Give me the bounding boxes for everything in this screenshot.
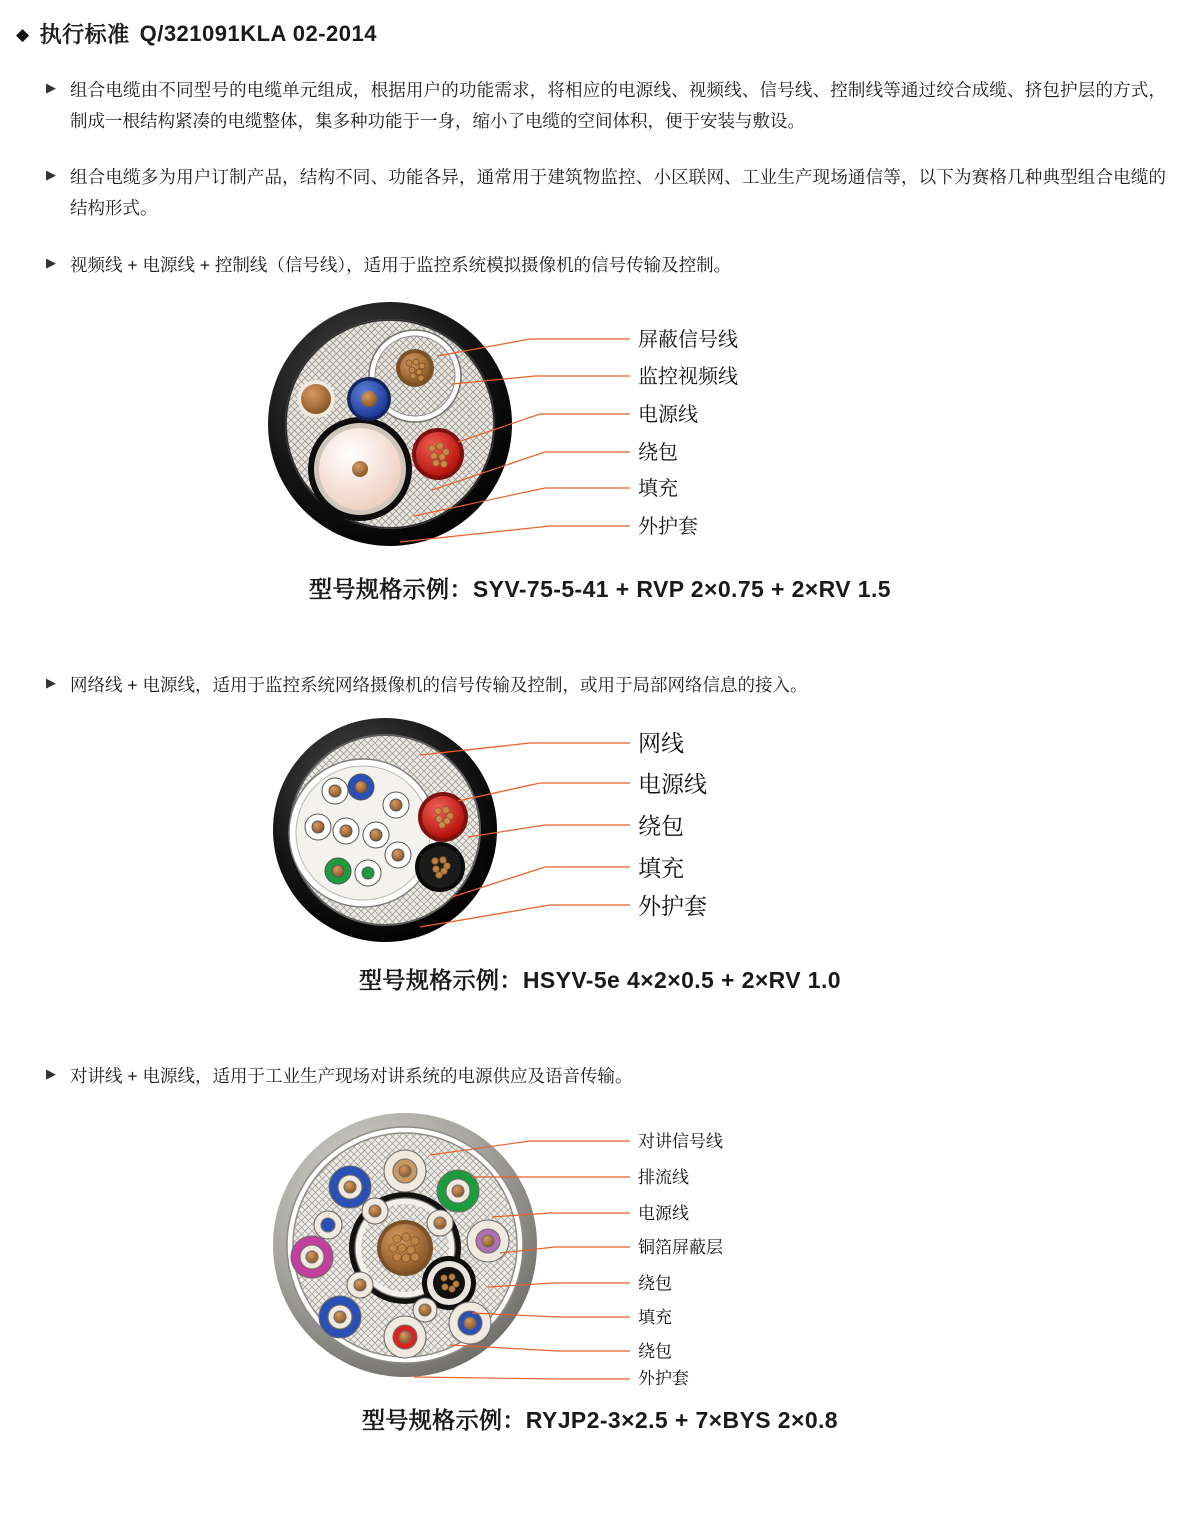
figure-2-callout-4: 外护套 bbox=[638, 892, 707, 919]
cable-cross-section-1 bbox=[200, 294, 1000, 554]
figure-3-spec bbox=[362, 1402, 838, 1435]
standard-title: 执行标准 bbox=[39, 22, 130, 47]
figure-1-spec-label: 型号规格示例： bbox=[309, 576, 473, 603]
figure-3 bbox=[200, 1105, 1000, 1390]
triangle-icon: ▶ bbox=[46, 80, 56, 95]
page-title bbox=[0, 0, 1200, 49]
figure-1-callout-3: 绕包 bbox=[638, 442, 678, 465]
intro-bullet-2-text: 组合电缆多为用户订制产品，结构不同、功能各异，通常用于建筑物监控、小区联网、工业生产现场通信等，以下为赛格几种典型组合电缆的结构形式。 bbox=[70, 167, 1166, 218]
figure-2-callout-2: 绕包 bbox=[638, 812, 684, 839]
intro-bullet-1-text: 组合电缆由不同型号的电缆单元组成，根据用户的功能需求，将相应的电源线、视频线、信号线、控制线等通过绞合成缆、挤包护层的方式，制成一根结构紧凑的电缆整体，集多种功能于一身，缩小了电缆的空间体积，便于安装与敷设。 bbox=[70, 80, 1166, 131]
figure-2-spec-label: 型号规格示例： bbox=[359, 966, 523, 993]
figure-3-block bbox=[0, 1105, 1200, 1435]
figure-1-callout-4: 填充 bbox=[638, 478, 678, 501]
triangle-icon: ▶ bbox=[46, 675, 56, 691]
figure-1-callout-1: 监控视频线 bbox=[638, 366, 738, 389]
section-1-bullet bbox=[46, 250, 1166, 281]
triangle-icon: ▶ bbox=[46, 254, 56, 270]
figure-2-callout-1: 电源线 bbox=[638, 770, 707, 797]
standard-code: Q/321091KLA 02-2014 bbox=[139, 20, 377, 46]
figure-1 bbox=[200, 294, 1000, 559]
figure-3-callout-1: 排流线 bbox=[638, 1168, 689, 1188]
figure-3-callout-5: 填充 bbox=[638, 1308, 672, 1328]
intro-bullet-1 bbox=[46, 75, 1166, 136]
section-1-bullet-text: 视频线 + 电源线 + 控制线（信号线），适用于监控系统模拟摄像机的信号传输及控制。 bbox=[70, 254, 732, 275]
figure-3-spec-label: 型号规格示例： bbox=[361, 1407, 526, 1434]
figure-1-callout-0: 屏蔽信号线 bbox=[638, 329, 738, 352]
figure-3-spec-value: RYJP2-3×2.5 + 7×BYS 2×0.8 bbox=[525, 1407, 838, 1434]
figure-2-block bbox=[0, 715, 1200, 995]
section-3-bullet bbox=[46, 1061, 1166, 1092]
diamond-icon: ◆ bbox=[16, 25, 30, 44]
figure-1-callout-2: 电源线 bbox=[638, 404, 698, 427]
figure-3-callout-2: 电源线 bbox=[638, 1204, 689, 1224]
figure-1-block bbox=[0, 294, 1200, 604]
cable-cross-section-3 bbox=[200, 1105, 1000, 1385]
figure-2 bbox=[200, 715, 1000, 950]
cable-cross-section-2 bbox=[200, 715, 1000, 945]
figure-3-callout-3: 铜箔屏蔽层 bbox=[638, 1238, 723, 1258]
figure-3-callout-4: 绕包 bbox=[638, 1274, 672, 1294]
intro-bullet-2 bbox=[46, 162, 1166, 223]
section-2-bullet-text: 网络线 + 电源线，适用于监控系统网络摄像机的信号传输及控制，或用于局部网络信息的接入。 bbox=[70, 675, 808, 696]
triangle-icon: ▶ bbox=[46, 1065, 56, 1081]
figure-1-spec-value: SYV-75-5-41 + RVP 2×0.75 + 2×RV 1.5 bbox=[472, 576, 891, 603]
triangle-icon: ▶ bbox=[46, 167, 56, 183]
figure-2-spec bbox=[359, 962, 841, 995]
figure-1-spec bbox=[309, 571, 891, 604]
figure-2-callout-0: 网线 bbox=[638, 729, 684, 756]
section-2-bullet bbox=[46, 670, 1166, 701]
section-3-bullet-text: 对讲线 + 电源线，适用于工业生产现场对讲系统的电源供应及语音传输。 bbox=[70, 1065, 633, 1086]
figure-3-callout-0: 对讲信号线 bbox=[638, 1132, 723, 1152]
figure-3-callout-6: 绕包 bbox=[638, 1342, 672, 1362]
figure-1-callout-5: 外护套 bbox=[638, 516, 698, 539]
figure-2-callout-3: 填充 bbox=[638, 854, 684, 881]
figure-3-callout-7: 外护套 bbox=[638, 1369, 689, 1386]
figure-2-spec-value: HSYV-5e 4×2×0.5 + 2×RV 1.0 bbox=[522, 966, 841, 993]
